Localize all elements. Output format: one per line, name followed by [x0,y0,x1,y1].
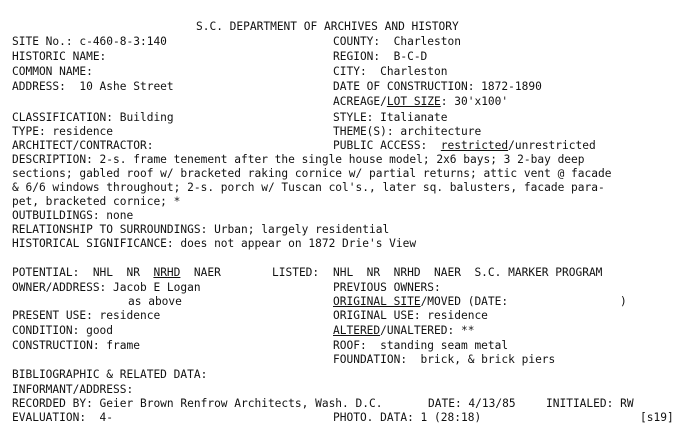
informant-address: INFORMANT/ADDRESS: [12,383,134,396]
site-number: SITE No.: c-460-8-3:140 [12,35,167,48]
region: REGION: B-C-D [333,50,428,63]
county: COUNTY: Charleston [333,35,461,48]
initialed: INITIALED: RW [546,397,634,410]
owner-address: OWNER/ADDRESS: Jacob E Logan [12,281,201,294]
previous-owners: PREVIOUS OWNERS: [333,281,441,294]
type: TYPE: residence [12,125,114,138]
public-access: PUBLIC ACCESS: restricted/unrestricted [333,139,596,152]
form-header: S.C. DEPARTMENT OF ARCHIVES AND HISTORY [196,20,459,33]
present-use: PRESENT USE: residence [12,309,161,322]
description-line: sections; gabled roof w/ bracketed raking cornice w/ partial returns; attic vent @ facade [12,167,612,180]
style: STYLE: Italianate [333,111,448,124]
potential: POTENTIAL: NHL NR NRHD NAER [12,266,221,279]
altered-unaltered: ALTERED/UNALTERED: ** [333,324,475,337]
historic-name: HISTORIC NAME: [12,50,107,63]
original-site-moved: ORIGINAL SITE/MOVED (DATE: [333,295,509,308]
description-line: & 6/6 windows throughout; 2-s. porch w/ Tuscan col's., later sq. balusters, facade para- [12,181,605,194]
date-recorded: DATE: 4/13/85 [428,397,516,410]
construction: CONSTRUCTION: frame [12,339,140,352]
acreage-lot-size: ACREAGE/LOT SIZE: 30'x100' [333,95,509,108]
relationship-to-surroundings: RELATIONSHIP TO SURROUNDINGS: Urban; largely residential [12,223,390,236]
foundation: FOUNDATION: brick, & brick piers [333,353,556,366]
description-line: pet, bracketed cornice; * [12,195,181,208]
evaluation: EVALUATION: 4- [12,411,114,424]
original-use: ORIGINAL USE: residence [333,309,488,322]
owner-address-continued: as above [128,295,182,308]
date-of-construction: DATE OF CONSTRUCTION: 1872-1890 [333,80,542,93]
description-line: DESCRIPTION: 2-s. frame tenement after the single house model; 2x6 bays; 3 2-bay deep [12,153,585,166]
address: ADDRESS: 10 Ashe Street [12,80,174,93]
condition: CONDITION: good [12,324,114,337]
listed-label: LISTED: [272,266,320,279]
themes: THEME(S): architecture [333,125,482,138]
roof: ROOF: standing seam metal [333,339,509,352]
form-code: [s19] [640,411,674,424]
historical-significance: HISTORICAL SIGNIFICANCE: does not appear on 1872 Drie's View [12,237,417,250]
architect-contractor: ARCHITECT/CONTRACTOR: [12,139,154,152]
photo-data: PHOTO. DATA: 1 (28:18) [333,411,482,424]
bibliographic-data: BIBLIOGRAPHIC & RELATED DATA: [12,368,208,381]
city: CITY: Charleston [333,65,448,78]
classification: CLASSIFICATION: Building [12,111,174,124]
recorded-by: RECORDED BY: Geier Brown Renfrow Architects, Wash. D.C. [12,397,383,410]
outbuildings: OUTBUILDINGS: none [12,209,134,222]
original-site-close-paren: ) [620,295,627,308]
listed-items: NHL NR NRHD NAER S.C. MARKER PROGRAM [333,266,603,279]
common-name: COMMON NAME: [12,65,93,78]
